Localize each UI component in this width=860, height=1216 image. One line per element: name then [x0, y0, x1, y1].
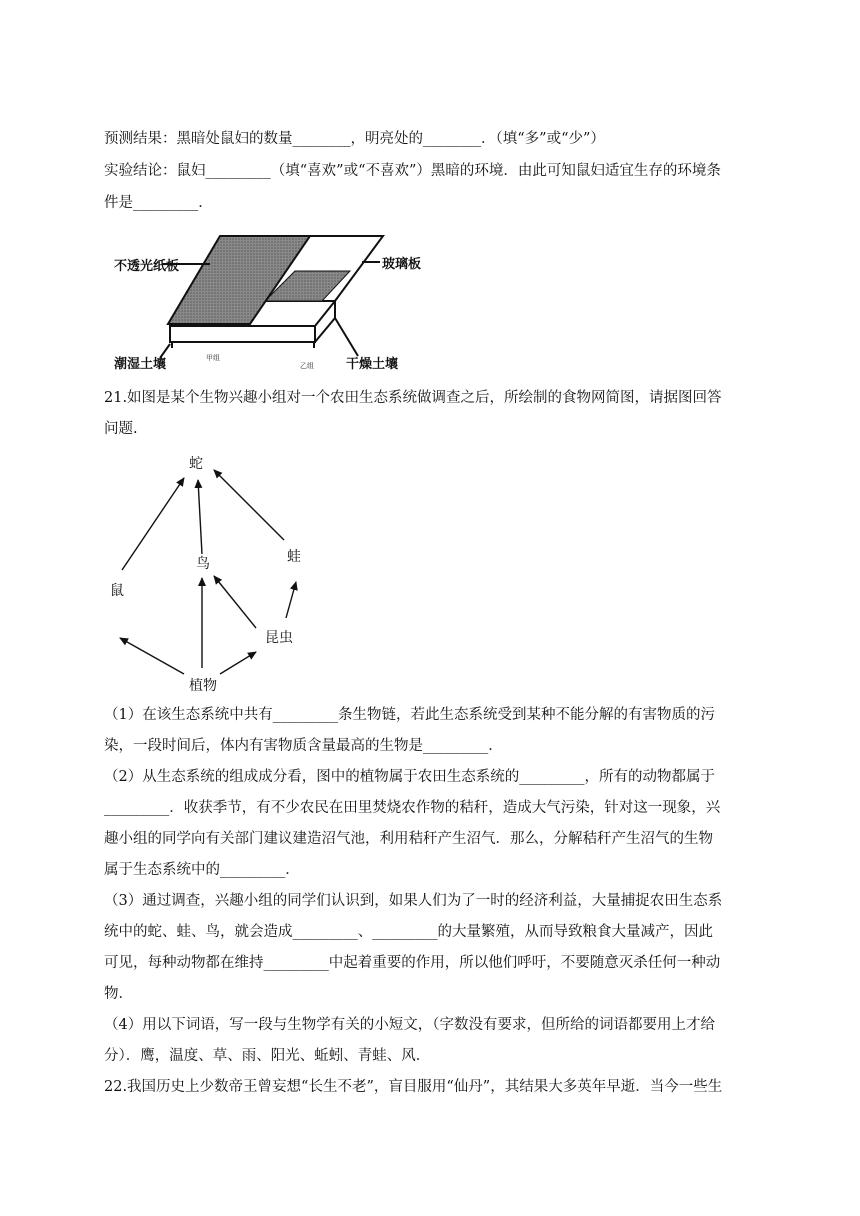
node-frog: 蛙	[287, 549, 301, 565]
label-zone-b: 乙组	[300, 362, 314, 370]
q21-intro-1: 21.如图是某个生物兴趣小组对一个农田生态系统做调查之后，所绘制的食物网简图，请据图回答	[104, 390, 722, 406]
q21-part3-line4: 物．	[104, 986, 133, 1002]
conclusion-line-1: 实验结论：鼠妇_________（填“喜欢”或“不喜欢”）黑暗的环境．由此可知鼠妇适宜生存的环境条	[104, 163, 721, 179]
label-zone-a: 甲组	[206, 354, 220, 362]
food-web-diagram	[100, 448, 330, 698]
q21-part2-line4: 属于生态系统中的_________．	[104, 862, 300, 878]
q21-part2-line3: 趣小组的同学向有关部门建议建造沼气池，利用秸秆产生沼气．那么，分解秸秆产生沼气的生物	[104, 831, 713, 847]
q21-part1-line2: 染，一段时间后，体内有害物质含量最高的生物是_________．	[104, 738, 503, 754]
box-front	[170, 326, 315, 342]
node-mouse: 鼠	[110, 583, 124, 599]
q21-part3-line1: （3）通过调查，兴趣小组的同学们认识到，如果人们为了一时的经济利益，大量捕捉农田生态系	[104, 893, 723, 909]
q21-part1-line1: （1）在该生态系统中共有_________条生物链，若此生态系统受到某种不能分解的有害物质的污	[104, 707, 715, 723]
q21-part3-line2: 统中的蛇、蛙、鸟，就会造成_________、_________的大量繁殖，从而导致粮食大量减产，因此	[104, 924, 713, 940]
box-right	[315, 301, 335, 342]
arrow-insect-frog	[286, 582, 296, 618]
node-snake: 蛇	[189, 456, 203, 472]
q21-part4-line2: 分）．鹰，温度、草、雨、阳光、蚯蚓、青蛙、风．	[104, 1048, 431, 1064]
conclusion-line-2: 件是_________．	[104, 195, 213, 211]
arrow-bird-snake	[198, 480, 202, 554]
prediction-line: 预测结果：黑暗处鼠妇的数量________，明亮处的________．（填“多”或“少”）	[104, 131, 605, 147]
q21-part4-line1: （4）用以下词语，写一段与生物学有关的小短文，（字数没有要求，但所给的词语都要用上才给	[104, 1017, 715, 1033]
q21-intro-2: 问题.	[104, 421, 138, 437]
q22-line1: 22.我国历史上少数帝王曾妄想“长生不老”，盲目服用“仙丹”，其结果大多英年早逝．当今一些生	[104, 1079, 723, 1095]
experiment-figure	[100, 226, 460, 376]
label-wet-soil: 潮湿土壤	[114, 357, 167, 372]
arrow-insect-bird	[214, 576, 256, 628]
node-bird: 鸟	[196, 556, 210, 572]
label-opaque-board: 不透光纸板	[114, 259, 180, 274]
q21-part2-line1: （2）从生态系统的组成成分看，图中的植物属于农田生态系统的_________，所有的动物都属于	[104, 769, 715, 785]
label-dry-soil: 干燥土壤	[346, 357, 399, 372]
q21-part3-line3: 可见，每种动物都在维持_________中起着重要的作用，所以他们呼吁，不要随意灭杀任何一种动	[104, 955, 721, 971]
node-plant: 植物	[189, 678, 217, 694]
arrow-plant-insect	[220, 652, 256, 674]
node-insect: 昆虫	[265, 630, 293, 646]
q21-part2-line2: _________．收获季节，有不少农民在田里焚烧农作物的秸秆，造成大气污染，针对这一现象，兴	[104, 800, 721, 816]
arrow-mouse-snake	[122, 478, 184, 570]
arrow-frog-snake	[214, 470, 284, 540]
label-glass-plate: 玻璃板	[382, 257, 422, 272]
arrow-plant-mouse	[120, 638, 184, 674]
